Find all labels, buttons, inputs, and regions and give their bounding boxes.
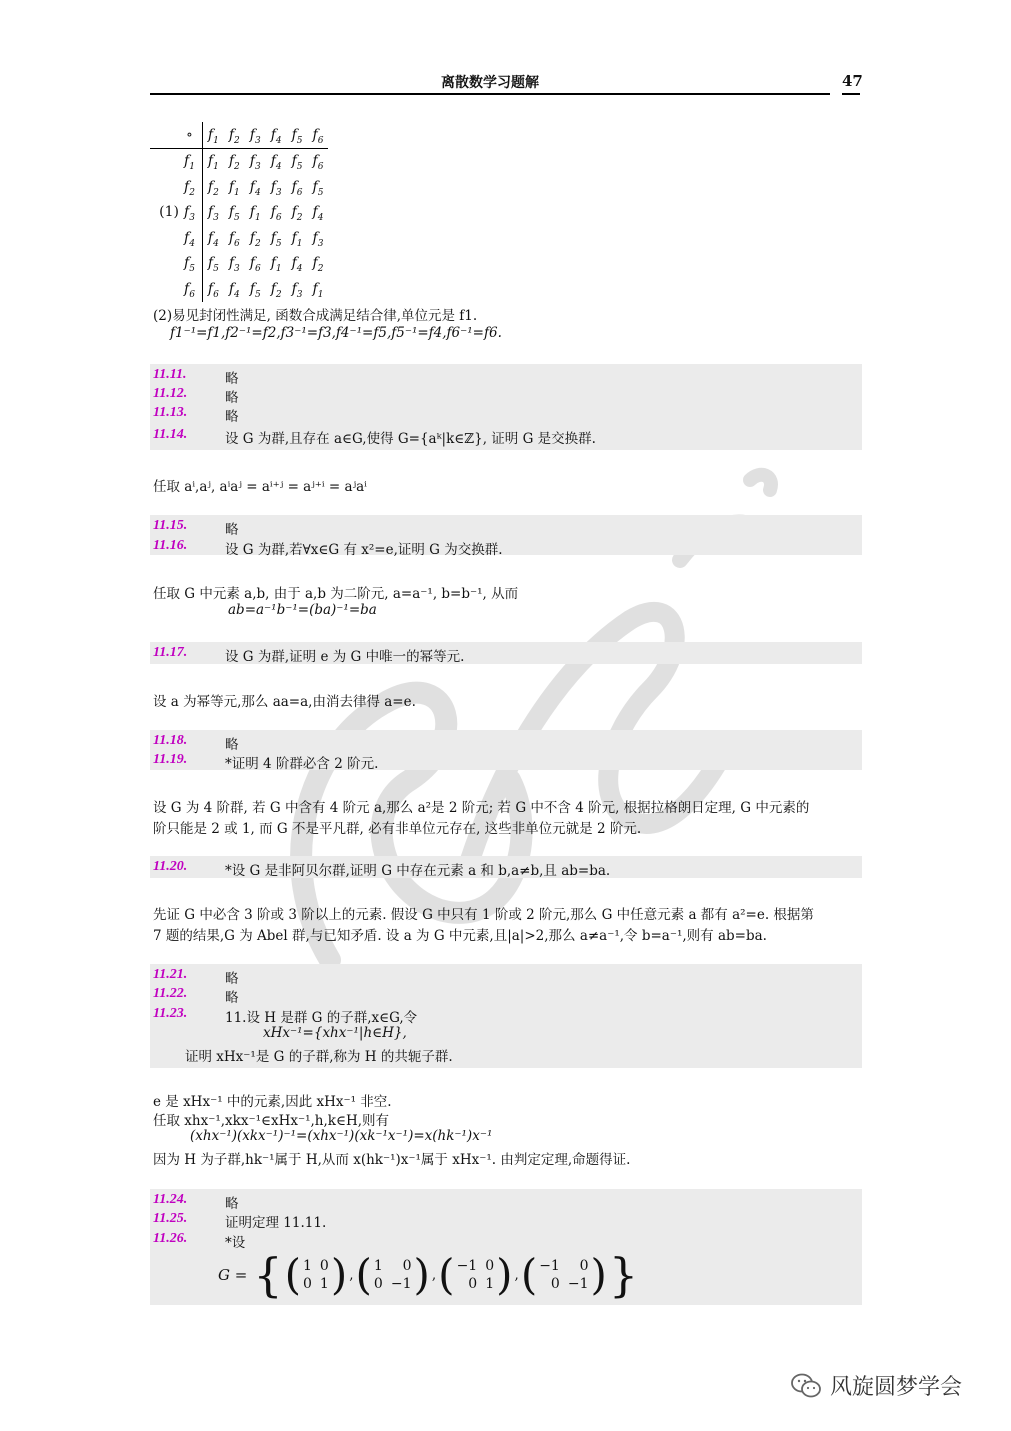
table-cell: $f_4$ <box>249 178 261 198</box>
question-number: 11.21. <box>153 967 188 982</box>
question-number: 11.16. <box>153 538 188 553</box>
table-cell: $f_3$ <box>291 280 303 300</box>
set-label: G = <box>218 1266 248 1284</box>
matrix-3: ( −1 0 0 1 ) <box>438 1250 513 1299</box>
answer-text: 设 G 为 4 阶群, 若 G 中含有 4 阶元 a,那么 a²是 2 阶元; 若 G 中不含 4 阶元, 根据拉格朗日定理, G 中元素的 <box>153 800 810 816</box>
brand-name: 风旋圆梦学会 <box>830 1375 963 1400</box>
table-row <box>150 148 328 174</box>
question-text: 略 <box>225 990 239 1006</box>
question-text: 略 <box>225 371 239 387</box>
question-text: 略 <box>225 390 239 406</box>
table-cell: $f_6$ <box>270 204 282 224</box>
table-cell: $f_2$ <box>228 153 240 173</box>
question-number: 11.23. <box>153 1006 188 1021</box>
table-cell: $f_5$ <box>270 229 282 249</box>
matrix-2: ( 1 0 0 −1 ) <box>355 1250 430 1299</box>
inverse-list: f1⁻¹=f1,f2⁻¹=f2,f3⁻¹=f3,f4⁻¹=f5,f5⁻¹=f4,f6⁻¹=f6. <box>170 325 502 341</box>
col-header: $f_3$ <box>245 122 266 148</box>
table-cell: $f_5$ <box>228 204 240 224</box>
table-cell: $f_1$ <box>207 153 219 173</box>
right-brace: } <box>608 1248 639 1302</box>
question-number: 11.25. <box>153 1211 188 1226</box>
cayley-table <box>150 122 328 302</box>
answer-text: 任取 xhx⁻¹,xkx⁻¹∈xHx⁻¹,h,k∈H,则有 <box>153 1113 390 1129</box>
question-number: 11.14. <box>153 427 188 442</box>
table-cell: $f_4$ <box>270 153 282 173</box>
col-header: $f_1$ <box>202 122 223 148</box>
table-cell: $f_2$ <box>270 280 282 300</box>
table-cell: $f_6$ <box>312 153 324 173</box>
question-number: 11.15. <box>153 518 188 533</box>
question-text: 证明 xHx⁻¹是 G 的子群,称为 H 的共轭子群. <box>185 1049 453 1065</box>
answer-text: 任取 aⁱ,aʲ, aⁱaʲ = aⁱ⁺ʲ = aʲ⁺ⁱ = aʲaⁱ <box>153 479 367 495</box>
table-cell: $f_2$ <box>249 229 261 249</box>
table-row <box>150 225 328 251</box>
question-text: *证明 4 阶群必含 2 阶元. <box>225 756 379 772</box>
matrix-4: ( −1 0 0 −1 ) <box>520 1250 607 1299</box>
answer-formula: ab=a⁻¹b⁻¹=(ba)⁻¹=ba <box>228 602 377 618</box>
table-cell: $f_6$ <box>291 178 303 198</box>
table-cell: $f_6$ <box>207 280 219 300</box>
matrix-set: G = { ( 1 0 0 1 ) , ( 1 0 0 −1 ) , ( −1 0 0 1 ) , ( −1 0 0 −1 ) } <box>218 1248 639 1302</box>
question-text: 设 G 为群,且存在 a∈G,使得 G={aᵏ|k∈ℤ}, 证明 G 是交换群. <box>225 431 596 447</box>
table-label <box>150 225 179 251</box>
table-cell: $f_6$ <box>249 255 261 275</box>
answer-text: 任取 G 中元素 a,b, 由于 a,b 为二阶元, a=a⁻¹, b=b⁻¹, 从而 <box>153 586 519 602</box>
question-number: 11.20. <box>153 859 188 874</box>
table-cell: $f_1$ <box>312 280 324 300</box>
question-text: *设 G 是非阿贝尔群,证明 G 中存在元素 a 和 b,a≠b,且 ab=ba. <box>225 863 611 879</box>
answer-text: 7 题的结果,G 为 Abel 群,与已知矛盾. 设 a 为 G 中元素,且|a|>2,那么 a≠a⁻¹,令 b=a⁻¹,则有 ab=ba. <box>153 928 767 944</box>
col-header: $f_2$ <box>224 122 245 148</box>
table-cell: $f_1$ <box>228 178 240 198</box>
table-cell: $f_3$ <box>228 255 240 275</box>
row-header: $f_2$ <box>179 174 202 200</box>
question-number: 11.13. <box>153 405 188 420</box>
table-row <box>150 251 328 277</box>
row-header: $f_6$ <box>179 276 202 302</box>
table-label: (1) <box>159 204 179 221</box>
question-number: 11.17. <box>153 645 188 660</box>
table-cell: $f_1$ <box>291 229 303 249</box>
left-brace: { <box>253 1248 283 1302</box>
table-cell: $f_4$ <box>312 204 324 224</box>
page-number: 47 <box>842 72 863 90</box>
row-header: $f_5$ <box>179 251 202 277</box>
table-cell: $f_2$ <box>312 255 324 275</box>
row-header: $f_3$ <box>179 200 202 226</box>
table-cell: $f_2$ <box>207 178 219 198</box>
part2-text: (2)易见封闭性满足, 函数合成满足结合律,单位元是 f1. <box>153 308 478 324</box>
table-cell: $f_1$ <box>249 204 261 224</box>
question-text: 略 <box>225 971 239 987</box>
question-text: 设 G 为群,若∀x∈G 有 x²=e,证明 G 为交换群. <box>225 542 503 558</box>
answer-text: 先证 G 中必含 3 阶或 3 阶以上的元素. 假设 G 中只有 1 阶或 2 阶元,那么 G 中任意元素 a 都有 a²=e. 根据第 <box>153 907 814 923</box>
table-cell: $f_3$ <box>249 153 261 173</box>
table-cell: $f_2$ <box>291 204 303 224</box>
answer-text: 因为 H 为子群,hk⁻¹属于 H,从而 x(hk⁻¹)x⁻¹属于 xHx⁻¹. 由判定定理,命题得证. <box>153 1152 631 1168</box>
answer-formula: (xhx⁻¹)(xkx⁻¹)⁻¹=(xhx⁻¹)(xk⁻¹x⁻¹)=x(hk⁻¹)x⁻¹ <box>190 1128 493 1144</box>
col-header: $f_6$ <box>308 122 329 148</box>
question-text: 略 <box>225 737 239 753</box>
question-text: 略 <box>225 1196 239 1212</box>
question-text: 设 G 为群,证明 e 为 G 中唯一的幂等元. <box>225 649 465 665</box>
question-text: 11.设 H 是群 G 的子群,x∈G,令 <box>225 1010 418 1026</box>
wechat-icon <box>790 1372 822 1400</box>
question-text: 证明定理 11.11. <box>225 1215 327 1231</box>
table-cell: $f_4$ <box>207 229 219 249</box>
matrix-1: ( 1 0 0 1 ) <box>284 1250 348 1299</box>
table-operator: ∘ <box>179 122 202 148</box>
table-cell: $f_1$ <box>270 255 282 275</box>
question-number: 11.18. <box>153 733 188 748</box>
table-label <box>150 276 179 302</box>
table-cell: $f_3$ <box>270 178 282 198</box>
table-label <box>150 148 179 174</box>
col-header: $f_4$ <box>266 122 287 148</box>
question-number: 11.24. <box>153 1192 188 1207</box>
table-cell: $f_5$ <box>207 255 219 275</box>
table-cell: $f_5$ <box>249 280 261 300</box>
running-header-title: 离散数学习题解 <box>441 75 539 91</box>
table-cell: $f_5$ <box>291 153 303 173</box>
question-number: 11.19. <box>153 752 188 767</box>
table-cell: $f_3$ <box>207 204 219 224</box>
table-row <box>150 200 328 226</box>
question-text: 略 <box>225 409 239 425</box>
table-label <box>150 251 179 277</box>
question-number: 11.22. <box>153 986 188 1001</box>
row-header: $f_4$ <box>179 225 202 251</box>
table-label <box>150 174 179 200</box>
col-header: $f_5$ <box>287 122 308 148</box>
table-cell: $f_4$ <box>291 255 303 275</box>
question-number: 11.11. <box>153 367 187 382</box>
row-header: $f_1$ <box>179 148 202 174</box>
answer-text: 设 a 为幂等元,那么 aa=a,由消去律得 a=e. <box>153 694 416 710</box>
answer-text: e 是 xHx⁻¹ 中的元素,因此 xHx⁻¹ 非空. <box>153 1094 392 1110</box>
answer-text: 阶只能是 2 或 1, 而 G 不是平凡群, 必有非单位元存在, 这些非单位元就是 2 阶元. <box>153 821 642 837</box>
question-number: 11.12. <box>153 386 188 401</box>
table-row <box>150 276 328 302</box>
table-row <box>150 174 328 200</box>
table-cell: $f_4$ <box>228 280 240 300</box>
footer-brand <box>790 1370 962 1401</box>
question-formula: xHx⁻¹={xhx⁻¹|h∈H}, <box>263 1025 407 1041</box>
table-cell: $f_6$ <box>228 229 240 249</box>
question-number: 11.26. <box>153 1231 188 1246</box>
question-text: *设 <box>225 1235 246 1251</box>
question-text: 略 <box>225 522 239 538</box>
table-cell: $f_3$ <box>312 229 324 249</box>
page-number-rule <box>842 93 860 95</box>
header-rule <box>150 93 830 95</box>
table-cell: $f_5$ <box>312 178 324 198</box>
